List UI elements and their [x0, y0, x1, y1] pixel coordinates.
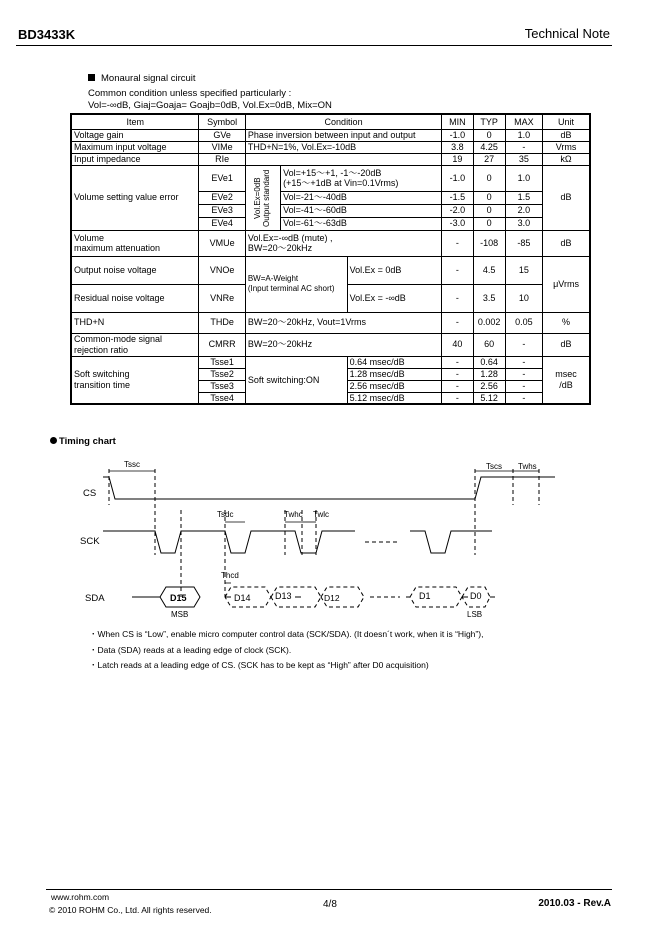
cell-unit — [543, 356, 590, 404]
sck-waveform-part1 — [103, 531, 355, 553]
cell-max: - — [505, 356, 542, 368]
cell-min: 19 — [442, 153, 473, 165]
cell-item — [71, 356, 199, 404]
header-max: MAX — [505, 114, 542, 129]
table-header-row — [71, 114, 590, 129]
label-msb: MSB — [171, 610, 189, 619]
bit-label-d14: D14 — [234, 593, 251, 603]
label-tsdc: Tsdc — [217, 510, 234, 519]
cell-min: -1.0 — [442, 165, 473, 191]
cell-min: - — [442, 368, 473, 380]
cell-unit: μVrms — [543, 256, 590, 312]
cell-item — [71, 333, 199, 356]
cell-condition: Vol=-21～-40dB — [281, 191, 442, 204]
cell-condition: Vol.Ex = 0dB — [347, 256, 442, 284]
cell-symbol: GVe — [199, 129, 245, 141]
square-bullet-icon — [88, 74, 95, 81]
cell-condition: 0.64 msec/dB — [347, 356, 442, 368]
footer-website: www.rohm.com — [51, 892, 110, 902]
spec-table — [70, 113, 591, 405]
bit-label-d13: D13 — [275, 591, 292, 601]
cell-item — [71, 230, 199, 256]
timing-note: ・Latch reads at a leading edge of CS. (SCK has to be kept as “High” after D0 acquisition) — [89, 660, 429, 670]
cell-min: - — [442, 312, 473, 333]
table-row — [71, 333, 590, 356]
cell-condition: 1.28 msec/dB — [347, 368, 442, 380]
header-min: MIN — [442, 114, 473, 129]
cell-max: 0.05 — [505, 312, 542, 333]
cell-item-line: maximum attenuation — [74, 243, 161, 253]
cell-item: THD+N — [71, 312, 199, 333]
cell-typ: 0 — [473, 191, 505, 204]
cell-max: - — [505, 392, 542, 404]
signal-label-sda: SDA — [85, 593, 105, 604]
cell-min: -1.5 — [442, 191, 473, 204]
cell-symbol: VMUe — [199, 230, 245, 256]
condition-line-1: Common condition unless specified particularly : — [88, 88, 292, 99]
label-twhc: Twhc — [284, 510, 303, 519]
label-tscs: Tscs — [486, 462, 502, 471]
sck-waveform-part2 — [410, 531, 492, 553]
revision: 2010.03 - Rev.A — [538, 898, 611, 909]
label-lsb: LSB — [467, 610, 483, 619]
cell-symbol: Tsse3 — [199, 380, 245, 392]
cell-max: 2.0 — [505, 204, 542, 217]
cell-unit: dB — [543, 333, 590, 356]
cell-condition-line: Vol=+15～+1, -1～-20dB — [283, 167, 382, 178]
cell-symbol: Tsse4 — [199, 392, 245, 404]
cell-max: 1.5 — [505, 191, 542, 204]
timing-diagram — [70, 455, 570, 620]
cell-max: - — [505, 380, 542, 392]
cell-symbol: VNRe — [199, 284, 245, 312]
cell-min: -1.0 — [442, 129, 473, 141]
cell-typ: 27 — [473, 153, 505, 165]
cell-typ: 0.002 — [473, 312, 505, 333]
cell-condition: BW=20～20kHz, Vout=1Vrms — [245, 312, 441, 333]
cell-typ: 2.56 — [473, 380, 505, 392]
cell-min: - — [442, 230, 473, 256]
cell-condition-line: (+15～+1dB at Vin=0.1Vrms) — [283, 178, 399, 188]
bit-label-d1: D1 — [419, 591, 431, 601]
part-number: BD3433K — [18, 27, 76, 42]
cell-item-line: transition time — [74, 379, 131, 390]
signal-label-cs: CS — [83, 488, 97, 499]
cell-min: - — [442, 356, 473, 368]
cell-symbol: Tsse2 — [199, 368, 245, 380]
cell-typ: 60 — [473, 333, 505, 356]
cell-item-line: Soft switching — [74, 369, 130, 380]
cell-item-line: Volume — [74, 232, 105, 243]
cell-typ: 4.5 — [473, 256, 505, 284]
label-thcd: Thcd — [221, 571, 239, 580]
cell-item: Volume setting value error — [71, 165, 199, 230]
cell-symbol: EVe1 — [199, 165, 245, 191]
cell-unit: dB — [543, 165, 590, 230]
cell-typ: 0 — [473, 204, 505, 217]
cell-max: - — [505, 333, 542, 356]
cell-unit: kΩ — [543, 153, 590, 165]
cell-item: Residual noise voltage — [71, 284, 199, 312]
cell-typ: 0 — [473, 165, 505, 191]
bit-label-d0: D0 — [470, 591, 482, 601]
cell-unit: % — [543, 312, 590, 333]
cell-condition: BW=20～20kHz — [245, 333, 441, 356]
cell-condition-line: BW=A-Weight — [247, 273, 299, 283]
header-symbol: Symbol — [199, 114, 245, 129]
document-type: Technical Note — [524, 26, 610, 41]
bit-label-d15: D15 — [170, 593, 187, 603]
cell-symbol: EVe2 — [199, 191, 245, 204]
page-number: 4/8 — [323, 899, 337, 910]
footer-copyright: © 2010 ROHM Co., Ltd. All rights reserved. — [49, 905, 212, 915]
sda-bit-d1-outline — [410, 587, 462, 607]
timing-note: ・Data (SDA) reads at a leading edge of clock (SCK). — [89, 644, 292, 655]
cell-unit: dB — [543, 129, 590, 141]
timing-guides — [109, 469, 539, 597]
cell-typ: 5.12 — [473, 392, 505, 404]
cell-min: - — [442, 284, 473, 312]
cell-condition-shared — [245, 256, 347, 312]
cell-condition — [245, 153, 441, 165]
timing-notes — [89, 627, 483, 674]
cell-typ: 0 — [473, 217, 505, 230]
cell-item: Input impedance — [71, 153, 199, 165]
header-item: Item — [71, 114, 199, 129]
cell-max: 35 — [505, 153, 542, 165]
cell-condition: Phase inversion between input and output — [245, 129, 441, 141]
cell-condition-shared: Soft switching:ON — [245, 356, 347, 404]
cell-min: 40 — [442, 333, 473, 356]
cell-max: - — [505, 141, 542, 153]
cell-condition: Vol=-61～-63dB — [281, 217, 442, 230]
cell-typ: 0.64 — [473, 356, 505, 368]
cell-unit-line: msec — [555, 369, 577, 380]
cell-min: -2.0 — [442, 204, 473, 217]
condition-line-2: Vol=-∞dB, Giaj=Goaja= Goajb=0dB, Vol.Ex=0dB, Mix=ON — [88, 100, 332, 111]
cell-max: 10 — [505, 284, 542, 312]
cell-min: -3.0 — [442, 217, 473, 230]
cell-condition-line: (Input terminal AC short) — [247, 284, 335, 293]
cell-item-line: rejection ratio — [74, 344, 129, 355]
cell-min: - — [442, 380, 473, 392]
vertical-output-standard-label: Vol.Ex=0dB Output standard — [252, 168, 271, 227]
cell-unit: Vrms — [543, 141, 590, 153]
label-twlc: Twlc — [313, 510, 329, 519]
cell-max: 15 — [505, 256, 542, 284]
timing-chart-title — [50, 436, 116, 447]
section-title — [88, 73, 196, 84]
cell-symbol: THDe — [199, 312, 245, 333]
table-row — [71, 230, 590, 256]
cell-unit-line: /dB — [559, 379, 573, 390]
cell-condition: 5.12 msec/dB — [347, 392, 442, 404]
table-row — [71, 165, 590, 191]
label-tssc: Tssc — [124, 460, 140, 469]
cell-min: - — [442, 392, 473, 404]
cell-typ: 4.25 — [473, 141, 505, 153]
cell-item: Voltage gain — [71, 129, 199, 141]
cs-waveform — [103, 477, 555, 499]
table-row — [71, 141, 590, 153]
cell-max: 1.0 — [505, 129, 542, 141]
table-row — [71, 312, 590, 333]
cell-typ: 3.5 — [473, 284, 505, 312]
cell-max: 3.0 — [505, 217, 542, 230]
cell-item: Maximum input voltage — [71, 141, 199, 153]
footer-divider — [46, 889, 612, 890]
timing-note: ・When CS is “Low”, enable micro computer control data (SCK/SDA). (It doesn´t work, when it is “High”), — [89, 629, 484, 639]
header-unit: Unit — [543, 114, 590, 129]
cell-symbol: VNOe — [199, 256, 245, 284]
cell-symbol: VIMe — [199, 141, 245, 153]
cell-symbol: CMRR — [199, 333, 245, 356]
cell-max: -85 — [505, 230, 542, 256]
cell-condition-line: Vol.Ex=-∞dB (mute) , — [247, 232, 333, 243]
table-row — [71, 153, 590, 165]
bullet-dot-icon — [50, 437, 57, 444]
header-divider — [16, 45, 612, 46]
cell-condition: Vol=-41～-60dB — [281, 204, 442, 217]
cell-unit: dB — [543, 230, 590, 256]
cell-symbol: Tsse1 — [199, 356, 245, 368]
table-row — [71, 129, 590, 141]
cell-max: 1.0 — [505, 165, 542, 191]
header-typ: TYP — [473, 114, 505, 129]
cell-condition-line: BW=20～20kHz — [247, 243, 313, 253]
signal-label-sck: SCK — [80, 536, 100, 547]
cell-item-line: Common-mode signal — [74, 334, 163, 344]
cell-symbol: EVe4 — [199, 217, 245, 230]
cell-min: 3.8 — [442, 141, 473, 153]
cell-min: - — [442, 256, 473, 284]
cell-condition — [281, 165, 442, 191]
label-twhs: Twhs — [518, 462, 537, 471]
bit-label-d12: D12 — [324, 593, 340, 603]
cell-condition — [245, 230, 441, 256]
cell-symbol: RIe — [199, 153, 245, 165]
cell-max: - — [505, 368, 542, 380]
cell-item: Output noise voltage — [71, 256, 199, 284]
cell-condition: Vol.Ex = -∞dB — [347, 284, 442, 312]
timing-chart-title-text: Timing chart — [59, 436, 116, 447]
table-row — [71, 356, 590, 368]
cell-condition: THD+N=1%, Vol.Ex=-10dB — [245, 141, 441, 153]
header-condition: Condition — [245, 114, 441, 129]
cell-typ: 0 — [473, 129, 505, 141]
cell-symbol: EVe3 — [199, 204, 245, 217]
cell-condition: 2.56 msec/dB — [347, 380, 442, 392]
section-title-text: Monaural signal circuit — [101, 73, 196, 84]
table-row — [71, 256, 590, 284]
cell-typ: -108 — [473, 230, 505, 256]
cell-typ: 1.28 — [473, 368, 505, 380]
